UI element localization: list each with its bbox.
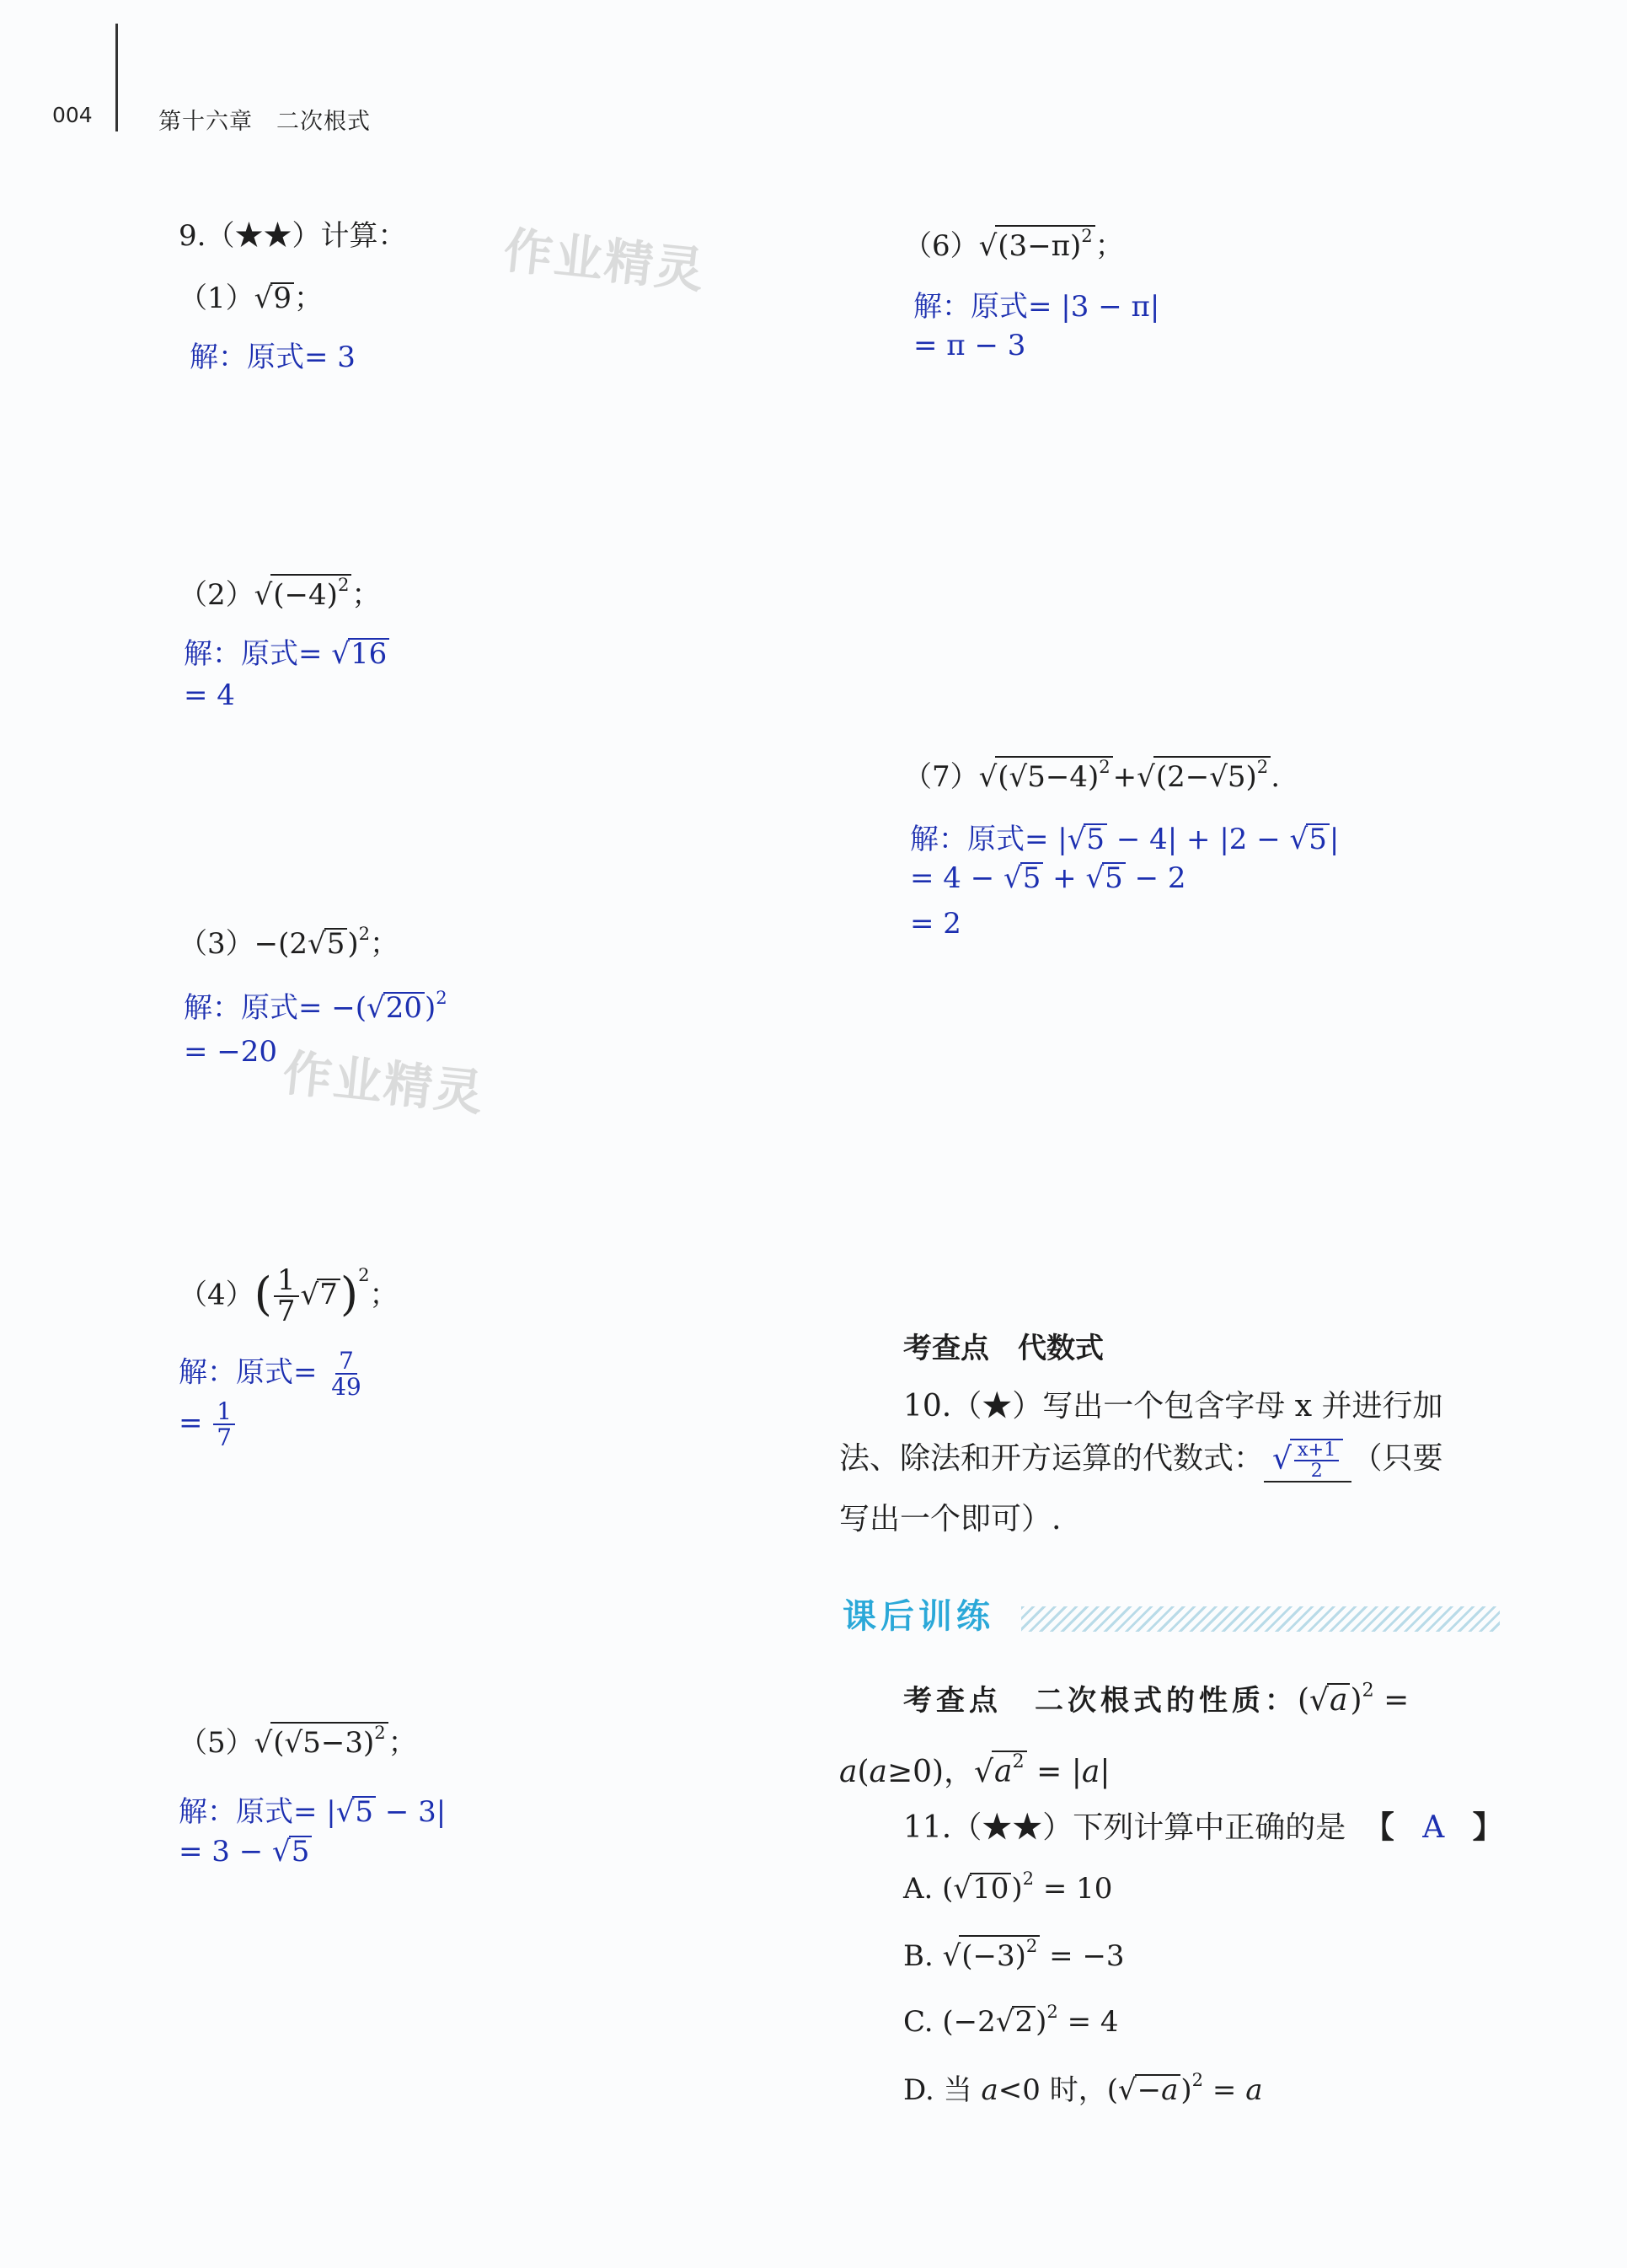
q11-bracket-open: 【 <box>1363 1810 1394 1845</box>
watermark: 作业精灵 <box>500 221 709 300</box>
q11-option-a: A. $(√10)^2 = 10$ <box>903 1868 1113 1906</box>
q10-line3: 写出一个即可）. <box>839 1502 1062 1536</box>
q9-part5-solution-line2: = 3 − √5 <box>179 1835 312 1869</box>
q9-part6-solution-line1: 解：原式= |3 − π| <box>913 290 1160 324</box>
q10-line2-pre: 法、除法和开方运算的代数式： <box>839 1441 1265 1476</box>
q9-part7-label: $(7)√(√5-4)^2+√(2-√5)^2$. <box>903 756 1281 794</box>
q10-answer-blank: √ $\frac{x+1}{2}$ <box>1264 1439 1351 1483</box>
q11-option-c: C. $(-2√2)^2 = 4$ <box>903 2001 1119 2039</box>
q9-part4-solution-line1: 解：原式= $\frac{7}{49}$ <box>179 1347 361 1402</box>
q11-bracket-close: 】 <box>1472 1810 1503 1845</box>
q9-part7-solution-line3: = 2 <box>910 907 961 941</box>
q9-part6-label: $(6)√(3-\pi)^2$； <box>903 225 1124 263</box>
q9-part5-solution-line1: 解：原式= |√5 − 3| <box>179 1795 447 1829</box>
q9-part3-solution-line1: 解：原式= $-(√20)^2$ <box>184 987 447 1025</box>
q10-line2 <box>839 1434 1442 1483</box>
q9-part7-solution-line1: 解：原式= |√5 − 4| + |2 − √5| <box>910 823 1340 856</box>
section-title-stripe <box>1021 1606 1500 1632</box>
chapter-title: 第十六章 二次根式 <box>158 109 371 135</box>
q11-option-d: D. 当 a<0 时，$(√-a)^2 = a$ <box>903 2069 1263 2107</box>
q9-part2-label: $(2)√(-4)^2$； <box>179 574 381 612</box>
sqrt-sign: √ <box>254 281 273 315</box>
q9-part7-solution-line2: = 4 − √5 + √5 − 2 <box>910 861 1186 895</box>
topic-sqrt-properties-label: 考查点 二次根式的性质： <box>903 1684 1298 1718</box>
q11-option-b: B. $√(-3)^2 = -3$ <box>903 1935 1125 1973</box>
q11-answer: A <box>1422 1810 1445 1845</box>
header-rule <box>115 24 118 131</box>
section-title: 课后训练 <box>843 1597 994 1636</box>
q9-part4-solution-line2: = $\frac{1}{7}$ <box>179 1399 237 1450</box>
q9-part3-solution-line2: = −20 <box>184 1035 278 1069</box>
q11-stem <box>903 1804 1503 1847</box>
topic-algebraic-expression: 考查点 代数式 <box>903 1332 1104 1365</box>
q9-part1-label: （1）√9； <box>179 281 323 315</box>
topic-sqrt-properties: 考查点 二次根式的性质：$(√a)^2$ = <box>903 1679 1410 1718</box>
page-number: 004 <box>52 103 93 127</box>
q9-part2-solution-line2: = 4 <box>184 678 235 712</box>
q9-part5-label: $(5)√(√5-3)^2$； <box>179 1722 417 1760</box>
q9-part3-label: $(3)-(2√5)^2$； <box>179 923 399 961</box>
q9-part6-solution-line2: = π − 3 <box>913 329 1026 362</box>
watermark: 作业精灵 <box>280 1043 488 1123</box>
q9-part1-solution: 解：原式= 3 <box>190 340 356 374</box>
q10-line2-post: （只要 <box>1351 1441 1443 1476</box>
topic-sqrt-properties-formula: a(a≥0)，$√a^2 = |a|$ <box>839 1751 1111 1789</box>
part-index: （1） <box>179 281 254 315</box>
q9-part2-solution-line1: 解：原式= √16 <box>184 630 389 672</box>
q9-part4-label: （4）( $\frac{1}{7}$ √7)$^2$； <box>179 1263 399 1329</box>
q9-title: 9.（★★）计算： <box>179 219 407 253</box>
q10-line1: 10.（★）写出一个包含字母 x 并进行加 <box>903 1389 1443 1424</box>
q11-stem-text: 11.（★★）下列计算中正确的是 <box>903 1810 1346 1845</box>
